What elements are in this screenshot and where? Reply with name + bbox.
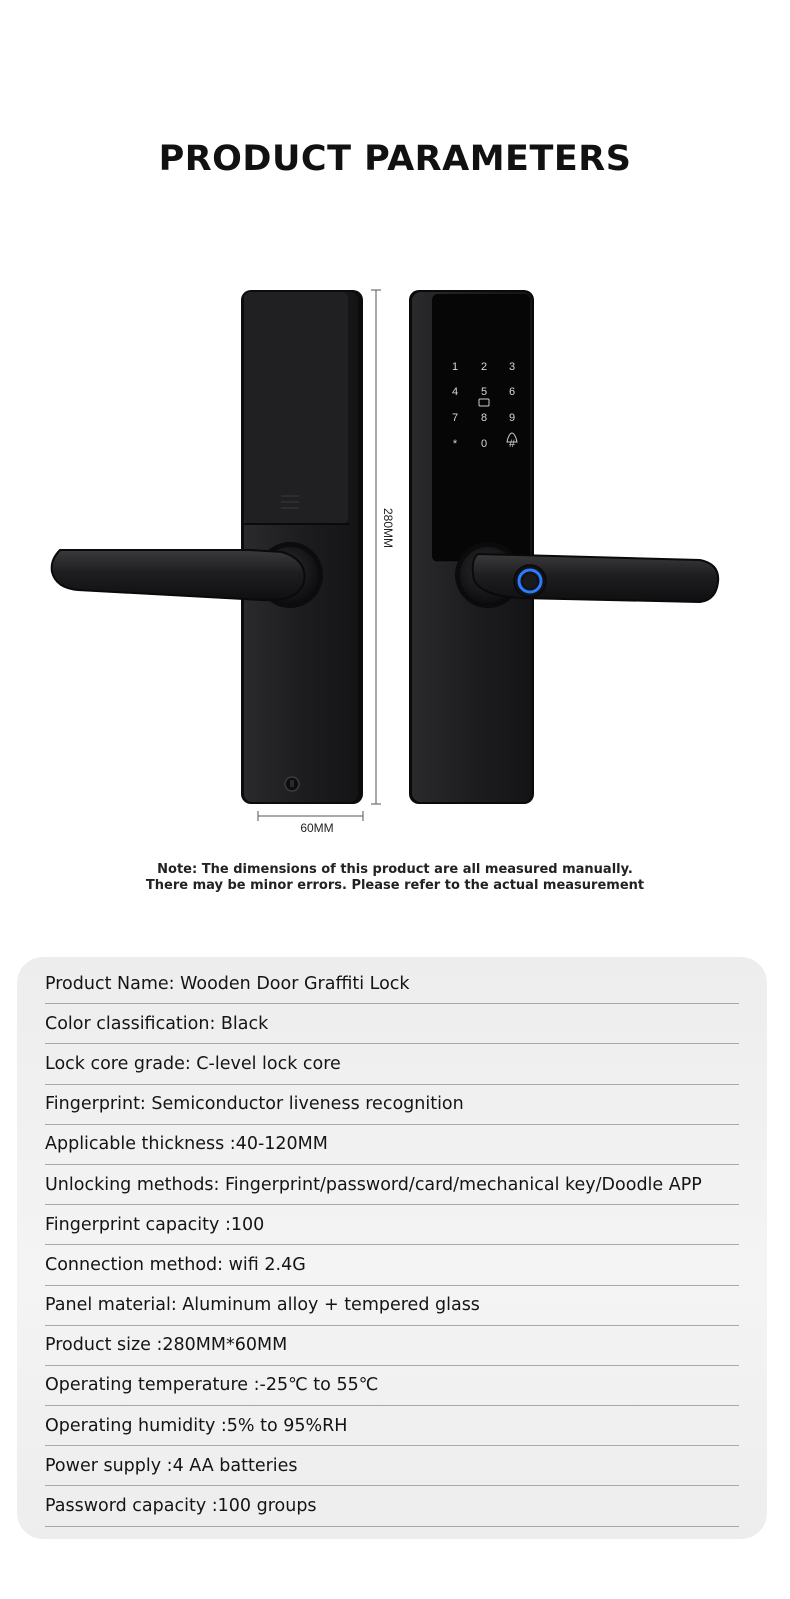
back-handle <box>52 542 323 608</box>
note-line-1: Note: The dimensions of this product are all measured manually. <box>157 862 633 877</box>
spec-row-humidity: Operating humidity :5% to 95%RH <box>45 1406 739 1446</box>
key-0[interactable]: 0 <box>480 438 488 450</box>
product-image <box>0 270 790 850</box>
key-star[interactable]: * <box>452 438 458 450</box>
spec-panel <box>17 957 767 1539</box>
key-8[interactable]: 8 <box>480 412 488 424</box>
measurement-note <box>0 862 790 894</box>
spec-row-panel-material: Panel material: Aluminum alloy + tempered glass <box>45 1286 739 1326</box>
width-label: 60MM <box>300 821 334 835</box>
key-3[interactable]: 3 <box>508 361 516 373</box>
spec-row-temperature: Operating temperature :-25℃ to 55℃ <box>45 1366 739 1406</box>
height-label: 280MM <box>381 507 395 549</box>
key-hash[interactable]: # <box>508 438 516 450</box>
spec-row-color: Color classification: Black <box>45 1004 739 1044</box>
spec-row-product-size: Product size :280MM*60MM <box>45 1326 739 1366</box>
width-dimension <box>258 811 363 821</box>
spec-row-power-supply: Power supply :4 AA batteries <box>45 1446 739 1486</box>
key-7[interactable]: 7 <box>451 412 459 424</box>
key-2[interactable]: 2 <box>480 361 488 373</box>
key-9[interactable]: 9 <box>508 412 516 424</box>
spec-row-password-capacity: Password capacity :100 groups <box>45 1486 739 1526</box>
front-handle <box>455 542 718 608</box>
spec-row-lock-core: Lock core grade: C-level lock core <box>45 1044 739 1084</box>
spec-row-product-name: Product Name: Wooden Door Graffiti Lock <box>45 964 739 1004</box>
spec-row-connection: Connection method: wifi 2.4G <box>45 1245 739 1285</box>
key-4[interactable]: 4 <box>451 386 459 398</box>
note-line-2: There may be minor errors. Please refer to the actual measurement <box>145 878 645 893</box>
page-title: PRODUCT PARAMETERS <box>158 139 632 179</box>
spec-row-fingerprint-capacity: Fingerprint capacity :100 <box>45 1205 739 1245</box>
key-6[interactable]: 6 <box>508 386 516 398</box>
key-5[interactable]: 5 <box>480 386 488 398</box>
spec-row-fingerprint: Fingerprint: Semiconductor liveness recognition <box>45 1085 739 1125</box>
spec-list <box>45 964 739 1527</box>
key-1[interactable]: 1 <box>451 361 459 373</box>
height-dimension <box>371 290 381 804</box>
spec-row-unlocking-methods: Unlocking methods: Fingerprint/password/card/mechanical key/Doodle APP <box>45 1165 739 1205</box>
spec-row-thickness: Applicable thickness :40-120MM <box>45 1125 739 1165</box>
